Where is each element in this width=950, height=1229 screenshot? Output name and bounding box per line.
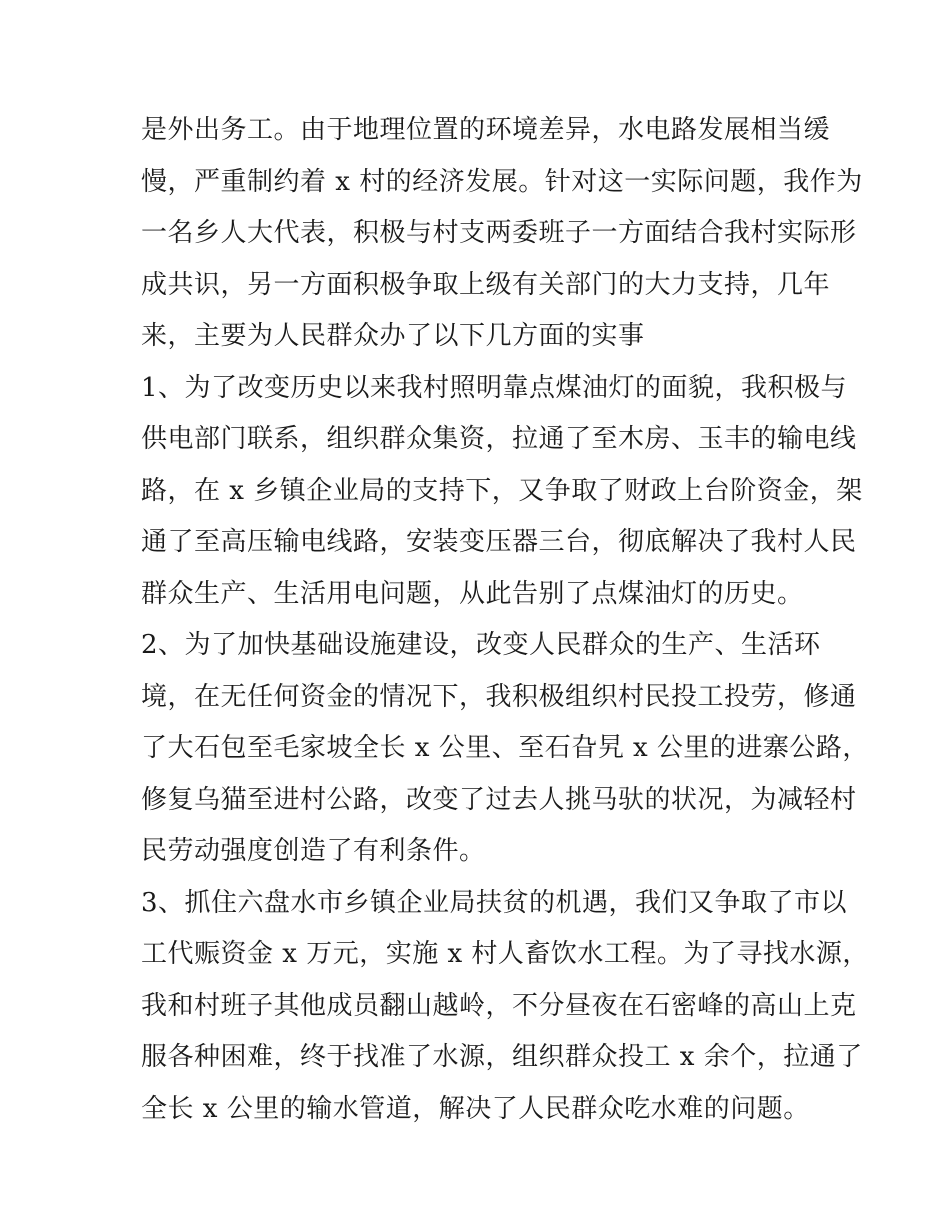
text-line: 全长 x 公里的输水管道，解决了人民群众吃水难的问题。: [141, 1093, 810, 1124]
paragraph-intro: [141, 105, 863, 363]
text-line: 我和村班子其他成员翻山越岭，不分昼夜在石密峰的高山上克: [141, 990, 857, 1021]
text-line: 群众生产、生活用电问题，从此告别了点煤油灯的历史。: [141, 578, 804, 609]
text-line: 境，在无任何资金的情况下，我积极组织村民投工投劳，修通: [141, 681, 857, 712]
text-line: 通了至高压输电线路，安装变压器三台，彻底解决了我村人民: [141, 527, 857, 557]
text-line: 来，主要为人民群众办了以下几方面的实事: [141, 321, 645, 351]
text-line: 3、抓住六盘水市乡镇企业局扶贫的机遇，我们又争取了市以: [141, 887, 848, 918]
text-line: 一名乡人大代表，积极与村支两委班子一方面结合我村实际形: [141, 218, 857, 248]
paragraph-item-1: [141, 363, 863, 621]
text-line: 修复乌猫至进村公路，改变了过去人挑马驮的状况，为减轻村: [141, 784, 857, 815]
text-line: 2、为了加快基础设施建设，改变人民群众的生产、生活环: [141, 630, 821, 660]
text-line: 工代赈资金 x 万元，实施 x 村人畜饮水工程。为了寻找水源，: [141, 939, 869, 969]
text-line: 民劳动强度创造了有利条件。: [141, 836, 486, 866]
text-line: 是外出务工。由于地理位置的环境差异，水电路发展相当缓: [141, 115, 831, 145]
document-body: [141, 105, 869, 1135]
paragraph-item-2: [141, 620, 869, 878]
text-line: 了大石包至毛家坡全长 x 公里、至石旮旯 x 公里的进寨公路，: [141, 733, 869, 763]
paragraph-item-3: [141, 878, 869, 1136]
text-line: 慢，严重制约着 x 村的经济发展。针对这一实际问题，我作为: [141, 166, 863, 197]
text-line: 成共识，另一方面积极争取上级有关部门的大力支持，几年: [141, 269, 831, 300]
text-line: 供电部门联系，组织群众集资，拉通了至木房、玉丰的输电线: [141, 424, 857, 454]
text-line: 路，在 x 乡镇企业局的支持下，又争取了财政上台阶资金，架: [141, 475, 863, 506]
text-line: 1、为了改变历史以来我村照明靠点煤油灯的面貌，我积极与: [141, 372, 848, 403]
text-line: 服各种困难，终于找准了水源，组织群众投工 x 余个，拉通了: [141, 1042, 863, 1072]
